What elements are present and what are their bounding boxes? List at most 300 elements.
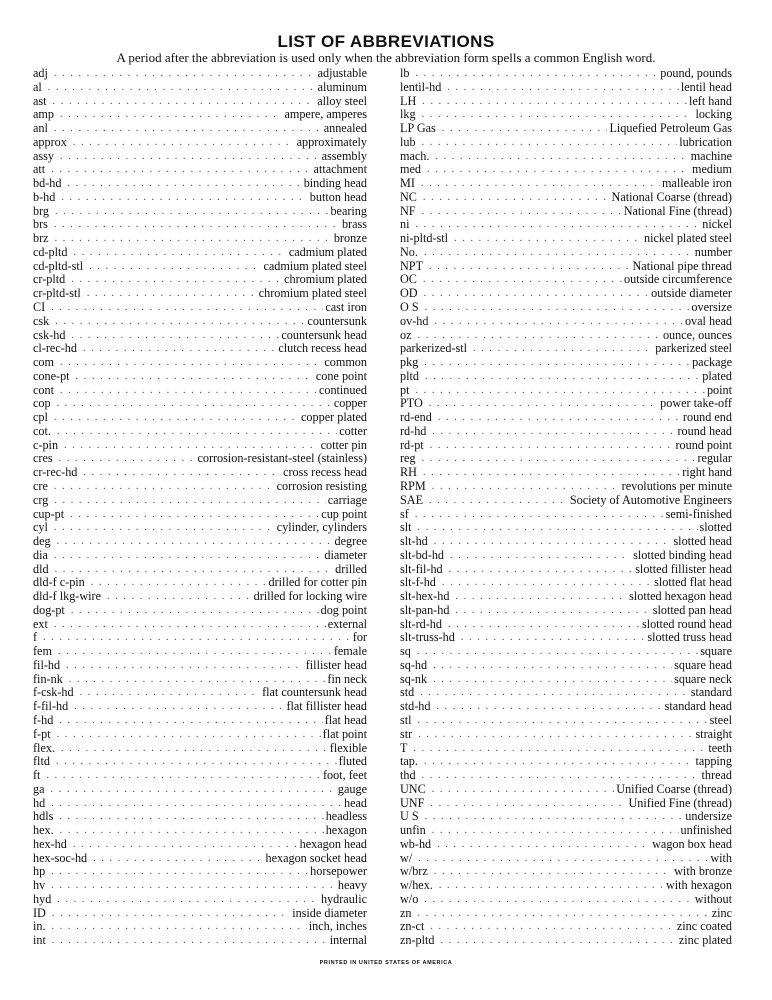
dot-leader xyxy=(54,521,275,535)
abbreviation: b-hd xyxy=(33,189,56,204)
abbreviation: rd-end xyxy=(400,410,432,425)
abbreviation: UNC xyxy=(400,781,426,796)
abbreviation: slt-truss-hd xyxy=(400,630,455,645)
abbreviation-entry xyxy=(400,260,732,274)
abbreviation-meaning: binding head xyxy=(303,176,367,191)
abbreviation-meaning: Society of Automotive Engineers xyxy=(569,492,732,507)
abbreviation-entry xyxy=(33,824,367,838)
abbreviation: fem xyxy=(33,644,52,659)
abbreviation-meaning: square head xyxy=(674,657,732,672)
abbreviation-meaning: adjustable xyxy=(317,66,367,80)
dot-leader xyxy=(447,81,679,95)
abbreviation: w/ xyxy=(400,850,413,865)
abbreviation: brz xyxy=(33,231,49,246)
abbreviation-entry xyxy=(400,466,732,480)
abbreviation: mach. xyxy=(400,148,430,163)
abbreviation-meaning: cast iron xyxy=(325,300,367,315)
abbreviation-entry xyxy=(33,108,367,122)
dot-leader xyxy=(429,494,568,508)
abbreviation: in. xyxy=(33,919,46,934)
abbreviation-entry xyxy=(33,81,367,95)
abbreviation: anl xyxy=(33,121,48,136)
abbreviation-entry xyxy=(400,108,732,122)
abbreviation: cr-rec-hd xyxy=(33,465,78,480)
abbreviation-meaning: cylinder, cylinders xyxy=(276,520,367,535)
dot-leader xyxy=(418,329,661,343)
abbreviation-meaning: slotted binding head xyxy=(633,547,732,562)
abbreviation-meaning: zinc plated xyxy=(678,933,732,948)
abbreviation-entry xyxy=(400,590,732,604)
abbreviation: MI xyxy=(400,176,415,191)
dot-leader xyxy=(54,67,316,81)
abbreviation-entry xyxy=(33,329,367,343)
abbreviation-entry xyxy=(33,191,367,205)
abbreviation: ni xyxy=(400,217,410,232)
abbreviation: ni-pltd-stl xyxy=(400,231,449,246)
abbreviation-entry xyxy=(400,439,732,453)
abbreviation-entry xyxy=(400,356,732,370)
abbreviation-entry xyxy=(400,163,732,177)
abbreviation-entry xyxy=(400,549,732,563)
abbreviation-entry xyxy=(33,218,367,232)
abbreviation: std xyxy=(400,685,415,700)
dot-leader xyxy=(57,728,321,742)
dot-leader xyxy=(61,191,307,205)
dot-leader xyxy=(418,728,693,742)
abbreviation-meaning: Unified Coarse (thread) xyxy=(616,781,732,796)
abbreviation-entry xyxy=(33,755,367,769)
abbreviation-meaning: hexagon xyxy=(325,823,367,838)
abbreviation-entry xyxy=(33,287,367,301)
abbreviation-entry xyxy=(33,673,367,687)
abbreviation-meaning: zinc coated xyxy=(676,919,732,934)
abbreviation: slt-hex-hd xyxy=(400,589,450,604)
abbreviation-entry xyxy=(400,301,732,315)
abbreviation: zn-pltd xyxy=(400,933,435,948)
abbreviation-entry xyxy=(33,163,367,177)
abbreviation: oz xyxy=(400,327,412,342)
dot-leader xyxy=(437,838,650,852)
abbreviation-meaning: point xyxy=(706,382,732,397)
abbreviation-entry xyxy=(33,150,367,164)
abbreviation-entry xyxy=(400,659,732,673)
abbreviation: f-pt xyxy=(33,726,51,741)
abbreviation: ga xyxy=(33,781,45,796)
dot-leader xyxy=(55,563,334,577)
abbreviation-entry xyxy=(33,631,367,645)
abbreviation: zn-ct xyxy=(400,919,425,934)
abbreviation-entry xyxy=(400,67,732,81)
abbreviation: hex-soc-hd xyxy=(33,850,88,865)
dot-leader xyxy=(55,232,332,246)
abbreviation: cone-pt xyxy=(33,368,70,383)
abbreviation-meaning: flat fillister head xyxy=(286,699,367,714)
abbreviation-meaning: parkerized steel xyxy=(655,341,732,356)
dot-leader xyxy=(93,852,263,866)
abbreviation: dld-f c-pin xyxy=(33,575,85,590)
abbreviation-entry xyxy=(400,824,732,838)
abbreviation-meaning: flat head xyxy=(324,712,367,727)
abbreviation-entry xyxy=(400,934,732,948)
abbreviation: hv xyxy=(33,878,46,893)
abbreviation-meaning: steel xyxy=(709,712,732,727)
abbreviation-meaning: cadmium plated xyxy=(288,244,367,259)
abbreviation-entry xyxy=(33,590,367,604)
dot-leader xyxy=(425,810,684,824)
abbreviation: w/brz xyxy=(400,864,428,879)
abbreviation-meaning: copper xyxy=(333,396,367,411)
abbreviation: sq xyxy=(400,644,411,659)
abbreviation-entry xyxy=(33,205,367,219)
abbreviation-entry xyxy=(400,838,732,852)
abbreviation-entry xyxy=(400,315,732,329)
dot-leader xyxy=(438,411,681,425)
abbreviation: brg xyxy=(33,203,50,218)
dot-leader xyxy=(52,907,290,921)
abbreviation-meaning: nickel plated steel xyxy=(644,231,732,246)
abbreviation-meaning: hydraulic xyxy=(320,891,367,906)
abbreviation: zn xyxy=(400,905,412,920)
abbreviation-entry xyxy=(33,907,367,921)
dot-leader xyxy=(415,67,658,81)
abbreviation-meaning: common xyxy=(324,355,367,370)
abbreviation-meaning: with bronze xyxy=(674,864,732,879)
abbreviation-entry xyxy=(33,411,367,425)
dot-leader xyxy=(57,893,319,907)
abbreviation-entry xyxy=(33,246,367,260)
abbreviation: parkerized-stl xyxy=(400,341,467,356)
abbreviation: f-hd xyxy=(33,712,54,727)
abbreviation: crg xyxy=(33,492,49,507)
abbreviation: amp xyxy=(33,107,54,122)
dot-leader xyxy=(73,838,298,852)
dot-leader xyxy=(51,301,323,315)
abbreviation-meaning: slotted truss head xyxy=(647,630,732,645)
abbreviation-meaning: Liquefied Petroleum Gas xyxy=(609,121,732,136)
dot-leader xyxy=(441,934,677,948)
dot-leader xyxy=(415,218,700,232)
abbreviation: al xyxy=(33,79,42,94)
dot-leader xyxy=(422,769,700,783)
abbreviation-meaning: with xyxy=(710,850,732,865)
abbreviation-meaning: square neck xyxy=(674,671,732,686)
abbreviation: f xyxy=(33,630,38,645)
abbreviation-meaning: wagon box head xyxy=(652,836,732,851)
dot-leader xyxy=(448,618,640,632)
abbreviation-entry xyxy=(33,604,367,618)
abbreviation: LP Gas xyxy=(400,121,436,136)
abbreviation-meaning: slotted hexagon head xyxy=(629,589,732,604)
abbreviation-meaning: degree xyxy=(334,534,367,549)
abbreviation-meaning: zinc xyxy=(711,905,732,920)
abbreviation-entry xyxy=(400,521,732,535)
abbreviation: lkg xyxy=(400,107,416,122)
dot-leader xyxy=(59,810,323,824)
abbreviation: cpl xyxy=(33,410,48,425)
abbreviation-meaning: inch, inches xyxy=(308,919,367,934)
abbreviation-entry xyxy=(400,508,732,522)
dot-leader xyxy=(74,246,287,260)
dot-leader xyxy=(55,205,328,219)
dot-leader xyxy=(52,934,328,948)
abbreviation-entry xyxy=(400,865,732,879)
dot-leader xyxy=(449,563,634,577)
abbreviation-entry xyxy=(33,810,367,824)
abbreviation-entry xyxy=(400,411,732,425)
abbreviation-entry xyxy=(400,287,732,301)
abbreviation-entry xyxy=(33,728,367,742)
abbreviation: RPM xyxy=(400,478,426,493)
dot-leader xyxy=(54,218,340,232)
abbreviation-meaning: round head xyxy=(677,423,732,438)
abbreviation: flex. xyxy=(33,740,55,755)
abbreviation-entry xyxy=(33,425,367,439)
abbreviation-entry xyxy=(33,742,367,756)
abbreviation-meaning: female xyxy=(333,644,367,659)
abbreviation-meaning: number xyxy=(694,244,732,259)
abbreviation-meaning: standard xyxy=(690,685,732,700)
abbreviation-entry xyxy=(33,893,367,907)
dot-leader xyxy=(473,342,653,356)
abbreviation: ft xyxy=(33,768,41,783)
abbreviation: LH xyxy=(400,93,417,108)
abbreviation: fltd xyxy=(33,754,50,769)
page-subtitle: A period after the abbreviation is used only when the abbreviation form spells a common English word. xyxy=(116,50,656,65)
abbreviation: rd-hd xyxy=(400,423,427,438)
dot-leader xyxy=(432,824,679,838)
abbreviation-meaning: teeth xyxy=(708,740,732,755)
abbreviation-entry xyxy=(33,67,367,81)
abbreviation-entry xyxy=(400,425,732,439)
dot-leader xyxy=(91,576,267,590)
abbreviation-meaning: chromium plated xyxy=(284,272,367,287)
abbreviation: slt-pan-hd xyxy=(400,602,450,617)
abbreviation-entry xyxy=(33,645,367,659)
dot-leader xyxy=(54,122,322,136)
dot-leader xyxy=(413,742,706,756)
abbreviation-entry xyxy=(400,810,732,824)
abbreviation-entry xyxy=(400,645,732,659)
abbreviation: UNF xyxy=(400,795,425,810)
dot-leader xyxy=(429,397,658,411)
abbreviation: NF xyxy=(400,203,416,218)
abbreviation: cl-rec-hd xyxy=(33,341,77,356)
abbreviation-meaning: cross recess head xyxy=(283,465,367,480)
abbreviation: CI xyxy=(33,300,46,315)
abbreviation: dia xyxy=(33,547,48,562)
abbreviation-meaning: regular xyxy=(697,451,732,466)
abbreviation: dld xyxy=(33,561,49,576)
abbreviation-entry xyxy=(33,384,367,398)
dot-leader xyxy=(60,108,282,122)
dot-leader xyxy=(61,742,328,756)
abbreviation-meaning: lubrication xyxy=(679,134,732,149)
abbreviation-entry xyxy=(400,700,732,714)
abbreviation-meaning: copper plated xyxy=(301,410,367,425)
abbreviation-meaning: assembly xyxy=(321,148,367,163)
abbreviation-meaning: fillister head xyxy=(305,657,367,672)
dot-leader xyxy=(73,136,295,150)
dot-leader xyxy=(421,177,660,191)
dot-leader xyxy=(52,920,307,934)
dot-leader xyxy=(66,659,304,673)
abbreviation: csk xyxy=(33,313,50,328)
dot-leader xyxy=(70,508,319,522)
dot-leader xyxy=(59,452,196,466)
abbreviation-meaning: ampere, amperes xyxy=(284,107,367,122)
dot-leader xyxy=(430,439,674,453)
dot-leader xyxy=(422,205,622,219)
abbreviation: c-pin xyxy=(33,437,59,452)
abbreviation-meaning: with hexagon xyxy=(665,878,732,893)
abbreviation-entry xyxy=(33,535,367,549)
dot-leader xyxy=(60,384,317,398)
abbreviation: stl xyxy=(400,712,412,727)
abbreviation: cd-pltd-stl xyxy=(33,258,84,273)
abbreviation-meaning: corrosion resisting xyxy=(276,478,367,493)
abbreviation-entry xyxy=(33,852,367,866)
abbreviation: slt-bd-hd xyxy=(400,547,445,562)
abbreviation-meaning: continued xyxy=(318,382,367,397)
abbreviation-meaning: Unified Fine (thread) xyxy=(628,795,732,810)
abbreviation: pkg xyxy=(400,355,419,370)
abbreviation: cr-pltd xyxy=(33,272,66,287)
abbreviation-meaning: cotter pin xyxy=(320,437,367,452)
abbreviation-meaning: round end xyxy=(682,410,732,425)
abbreviation-meaning: drilled for locking wire xyxy=(253,589,367,604)
abbreviation-meaning: countersunk head xyxy=(281,327,367,342)
dot-leader xyxy=(422,136,678,150)
abbreviation-meaning: thread xyxy=(701,768,732,783)
abbreviation: OC xyxy=(400,272,417,287)
abbreviation-entry xyxy=(33,865,367,879)
dot-leader xyxy=(417,645,698,659)
abbreviation: lentil-hd xyxy=(400,79,442,94)
dot-leader xyxy=(48,81,316,95)
abbreviation-entry xyxy=(400,673,732,687)
abbreviation-entry xyxy=(33,700,367,714)
abbreviation: cr-pltd-stl xyxy=(33,286,81,301)
abbreviation: U S xyxy=(400,809,419,824)
abbreviation-entry xyxy=(33,783,367,797)
abbreviation-meaning: pound, pounds xyxy=(660,66,732,80)
abbreviation-entry xyxy=(33,563,367,577)
abbreviation-entry xyxy=(400,191,732,205)
dot-leader xyxy=(80,686,260,700)
abbreviation-meaning: drilled xyxy=(335,561,367,576)
abbreviation: PTO xyxy=(400,396,423,411)
abbreviation: std-hd xyxy=(400,699,431,714)
dot-leader xyxy=(434,535,672,549)
abbreviation-meaning: bearing xyxy=(330,203,367,218)
abbreviation-entry xyxy=(400,95,732,109)
abbreviation: f-fil-hd xyxy=(33,699,69,714)
dot-leader xyxy=(424,893,692,907)
dot-leader xyxy=(422,95,687,109)
dot-leader xyxy=(60,824,324,838)
abbreviation-meaning: unfinished xyxy=(680,823,732,838)
abbreviation: sq-nk xyxy=(400,671,428,686)
abbreviation-meaning: foot, feet xyxy=(323,768,367,783)
dot-leader xyxy=(439,879,664,893)
abbreviation-entry xyxy=(400,535,732,549)
abbreviation: hdls xyxy=(33,809,54,824)
dot-leader xyxy=(54,549,322,563)
abbreviation-meaning: attachment xyxy=(313,162,367,177)
abbreviation: lub xyxy=(400,134,416,149)
dot-leader xyxy=(420,686,688,700)
dot-leader xyxy=(455,590,627,604)
abbreviation-entry xyxy=(400,783,732,797)
dot-leader xyxy=(51,865,308,879)
abbreviation: slt xyxy=(400,520,412,535)
dot-leader xyxy=(424,356,690,370)
dot-leader xyxy=(415,508,664,522)
dot-leader xyxy=(87,287,257,301)
abbreviation-meaning: malleable iron xyxy=(661,176,732,191)
abbreviation: approx xyxy=(33,134,67,149)
abbreviation-entry xyxy=(400,384,732,398)
dot-leader xyxy=(60,356,322,370)
dot-leader xyxy=(74,700,284,714)
dot-leader xyxy=(53,95,316,109)
dot-leader xyxy=(46,769,321,783)
dot-leader xyxy=(423,191,610,205)
abbreviation: T xyxy=(400,740,408,755)
abbreviation-entry xyxy=(33,232,367,246)
abbreviation: dld-f lkg-wire xyxy=(33,589,102,604)
abbreviation-meaning: ounce, ounces xyxy=(662,327,732,342)
abbreviation-meaning: countersunk xyxy=(307,313,367,328)
abbreviation-entry xyxy=(400,218,732,232)
abbreviation-entry xyxy=(33,356,367,370)
abbreviation-entry xyxy=(400,150,732,164)
abbreviation-entry xyxy=(400,452,732,466)
abbreviation-entry xyxy=(400,81,732,95)
abbreviation-meaning: heavy xyxy=(337,878,367,893)
abbreviation-entry xyxy=(400,273,732,287)
abbreviation: w/o xyxy=(400,891,419,906)
abbreviation-entry xyxy=(33,466,367,480)
abbreviation: slt-hd xyxy=(400,534,428,549)
abbreviation: hd xyxy=(33,795,46,810)
abbreviation-meaning: inside diameter xyxy=(292,905,367,920)
abbreviation: ov-hd xyxy=(400,313,429,328)
abbreviation: thd xyxy=(400,768,416,783)
abbreviation-entry xyxy=(400,728,732,742)
abbreviation-meaning: annealed xyxy=(323,121,367,136)
abbreviation-entry xyxy=(33,122,367,136)
abbreviation: dog-pt xyxy=(33,602,65,617)
dot-leader xyxy=(424,246,693,260)
abbreviation-entry xyxy=(33,136,367,150)
dot-leader xyxy=(422,452,696,466)
abbreviation-entry xyxy=(400,232,732,246)
abbreviation-entry xyxy=(33,301,367,315)
abbreviation-meaning: revolutions per minute xyxy=(621,478,732,493)
dot-leader xyxy=(418,907,710,921)
abbreviation-entry xyxy=(400,879,732,893)
dot-leader xyxy=(54,480,275,494)
abbreviation-meaning: hexagon socket head xyxy=(265,850,367,865)
abbreviation-meaning: left hand xyxy=(689,93,732,108)
abbreviation-meaning: dog point xyxy=(320,602,367,617)
abbreviation-meaning: headless xyxy=(325,809,367,824)
abbreviation-entry xyxy=(400,136,732,150)
abbreviation-entry xyxy=(33,934,367,948)
dot-leader xyxy=(454,232,642,246)
abbreviation-meaning: National Coarse (thread) xyxy=(611,189,732,204)
